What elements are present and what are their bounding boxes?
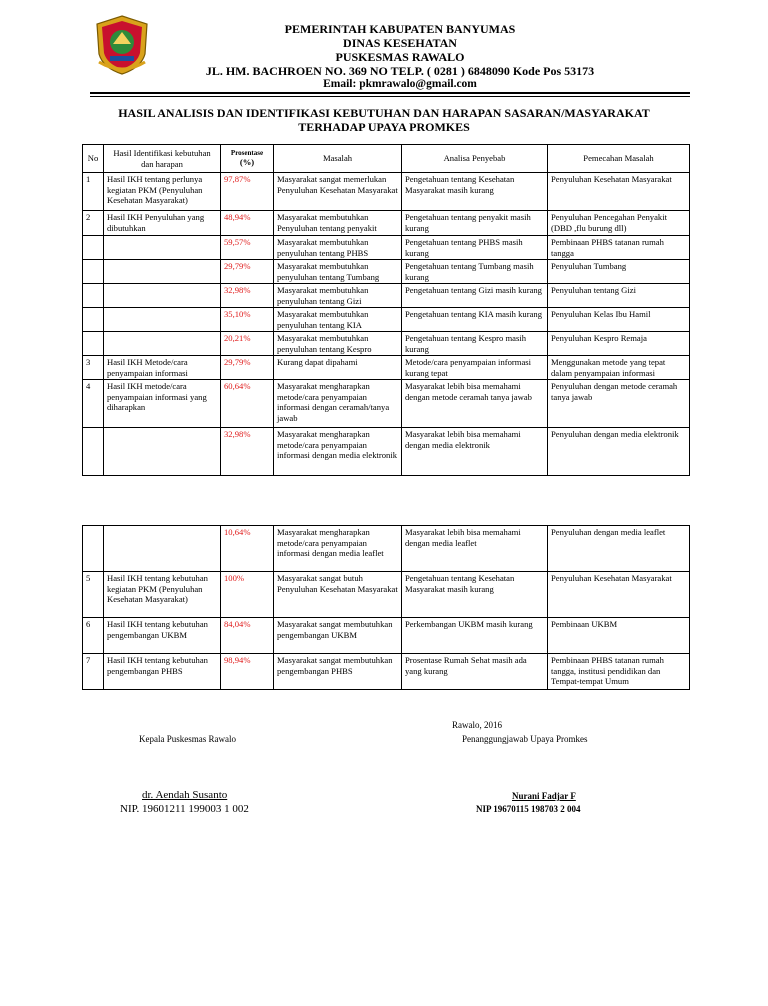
table2-body	[83, 526, 690, 690]
cell-pct: 32,98%	[221, 284, 274, 308]
cell-no	[83, 526, 104, 572]
column-header-masalah: Masalah	[274, 145, 402, 173]
header-email: Email: pkmrawalo@gmail.com	[323, 78, 477, 90]
cell-pemecahan: Penyuluhan tentang Gizi	[548, 284, 690, 308]
cell-masalah: Kurang dapat dipahami	[274, 356, 402, 380]
cell-pct: 20,21%	[221, 332, 274, 356]
cell-hasil	[104, 332, 221, 356]
cell-no	[83, 284, 104, 308]
cell-pemecahan: Pembinaan PHBS tatanan rumah tangga, institusi pendidikan dan Tempat-tempat Umum	[548, 654, 690, 690]
document-title-line2: TERHADAP UPAYA PROMKES	[298, 120, 470, 134]
column-header-pemecahan: Pemecahan Masalah	[548, 145, 690, 173]
cell-analisa: Masyarakat lebih bisa memahami dengan media elektronik	[402, 428, 548, 476]
cell-pemecahan: Penyuluhan dengan media elektronik	[548, 428, 690, 476]
header-puskesmas: PUSKESMAS RAWALO	[335, 50, 465, 64]
cell-hasil: Hasil IKH Metode/cara penyampaian informasi	[104, 356, 221, 380]
table-row	[83, 428, 690, 476]
cell-pemecahan: Penyuluhan Kelas Ibu Hamil	[548, 308, 690, 332]
signature-place-date: Rawalo, 2016	[452, 720, 502, 730]
right-signatory-role: Penanggungjawab Upaya Promkes	[462, 734, 588, 744]
header-address: JL. HM. BACHROEN NO. 369 NO TELP. ( 0281 ) 6848090 Kode Pos 53173	[205, 64, 595, 78]
cell-analisa: Masyarakat lebih bisa memahami dengan media leaflet	[402, 526, 548, 572]
cell-masalah: Masyarakat mengharapkan metode/cara penyampaian informasi dengan media elektronik	[274, 428, 402, 476]
cell-no: 1	[83, 173, 104, 211]
cell-masalah: Masyarakat sangat memerlukan Penyuluhan Kesehatan Masyarakat	[274, 173, 402, 211]
analysis-table-part2	[82, 525, 690, 690]
cell-masalah: Masyarakat membutuhkan penyuluhan tentang Tumbang	[274, 260, 402, 284]
cell-pemecahan: Penyuluhan Pencegahan Penyakit (DBD ,flu burung dll)	[548, 211, 690, 236]
cell-hasil: Hasil IKH tentang kebutuhan kegiatan PKM (Penyuluhan Kesehatan Masyarakat)	[104, 572, 221, 618]
cell-pemecahan: Menggunakan metode yang tepat dalam penyampaian informasi	[548, 356, 690, 380]
table1-body	[83, 173, 690, 476]
cell-hasil	[104, 284, 221, 308]
cell-analisa: Pengetahuan tentang Kesehatan Masyarakat masih kurang	[402, 173, 548, 211]
cell-masalah: Masyarakat sangat membutuhkan pengembangan PHBS	[274, 654, 402, 690]
cell-pct: 48,94%	[221, 211, 274, 236]
cell-masalah: Masyarakat mengharapkan metode/cara penyampaian informasi dengan media leaflet	[274, 526, 402, 572]
banyumas-emblem-logo	[93, 14, 151, 76]
cell-analisa: Pengetahuan tentang penyakit masih kurang	[402, 211, 548, 236]
cell-pemecahan: Penyuluhan Tumbang	[548, 260, 690, 284]
column-header-analisa: Analisa Penyebab	[402, 145, 548, 173]
table-row	[83, 173, 690, 211]
cell-hasil: Hasil IKH Penyuluhan yang dibutuhkan	[104, 211, 221, 236]
cell-no	[83, 308, 104, 332]
prosentase-label: Prosentase	[230, 149, 264, 158]
cell-pct: 32,98%	[221, 428, 274, 476]
cell-hasil	[104, 308, 221, 332]
cell-pct: 10,64%	[221, 526, 274, 572]
header-divider-thick	[90, 92, 690, 94]
header-government: PEMERINTAH KABUPATEN BANYUMAS	[284, 22, 516, 36]
cell-analisa: Perkembangan UKBM masih kurang	[402, 618, 548, 654]
prosentase-unit: (%)	[239, 157, 255, 168]
cell-analisa: Pengetahuan tentang Kesehatan Masyarakat masih kurang	[402, 572, 548, 618]
cell-pct: 35,10%	[221, 308, 274, 332]
cell-masalah: Masyarakat membutuhkan penyuluhan tentang PHBS	[274, 236, 402, 260]
cell-masalah: Masyarakat membutuhkan penyuluhan tentang Gizi	[274, 284, 402, 308]
table-row	[83, 260, 690, 284]
cell-masalah: Masyarakat sangat butuh Penyuluhan Kesehatan Masyarakat	[274, 572, 402, 618]
cell-no: 5	[83, 572, 104, 618]
right-signatory-name: Nurani Fadjar F	[512, 791, 576, 801]
column-header-no: No	[83, 145, 104, 173]
cell-analisa: Prosentase Rumah Sehat masih ada yang kurang	[402, 654, 548, 690]
cell-no: 3	[83, 356, 104, 380]
cell-masalah: Masyarakat membutuhkan penyuluhan tentang KIA	[274, 308, 402, 332]
cell-pct: 98,94%	[221, 654, 274, 690]
table-row	[83, 572, 690, 618]
cell-analisa: Metode/cara penyampaian informasi kurang tepat	[402, 356, 548, 380]
cell-pct: 29,79%	[221, 356, 274, 380]
cell-pemecahan: Penyuluhan Kesehatan Masyarakat	[548, 572, 690, 618]
cell-hasil: Hasil IKH metode/cara penyampaian informasi yang diharapkan	[104, 380, 221, 428]
cell-pct: 29,79%	[221, 260, 274, 284]
cell-no: 4	[83, 380, 104, 428]
table-row	[83, 332, 690, 356]
cell-analisa: Pengetahuan tentang KIA masih kurang	[402, 308, 548, 332]
cell-no	[83, 236, 104, 260]
cell-analisa: Masyarakat lebih bisa memahami dengan metode ceramah tanya jawab	[402, 380, 548, 428]
cell-hasil	[104, 236, 221, 260]
header-department: DINAS KESEHATAN	[343, 36, 457, 50]
cell-no: 7	[83, 654, 104, 690]
analysis-table-part1	[82, 144, 690, 476]
table-row	[83, 380, 690, 428]
cell-pemecahan: Pembinaan UKBM	[548, 618, 690, 654]
cell-no	[83, 332, 104, 356]
cell-pct: 59,57%	[221, 236, 274, 260]
cell-analisa: Pengetahuan tentang Tumbang masih kurang	[402, 260, 548, 284]
cell-no: 2	[83, 211, 104, 236]
cell-pemecahan: Penyuluhan dengan media leaflet	[548, 526, 690, 572]
cell-hasil	[104, 260, 221, 284]
cell-hasil: Hasil IKH tentang perlunya kegiatan PKM (Penyuluhan Kesehatan Masyarakat)	[104, 173, 221, 211]
cell-pemecahan: Penyuluhan dengan metode ceramah tanya jawab	[548, 380, 690, 428]
column-header-hasil: Hasil Identifikasi kebutuhan dan harapan	[104, 145, 221, 173]
cell-masalah: Masyarakat membutuhkan penyuluhan tentang Kespro	[274, 332, 402, 356]
cell-hasil	[104, 428, 221, 476]
table-row	[83, 236, 690, 260]
cell-pct: 84,04%	[221, 618, 274, 654]
cell-masalah: Masyarakat sangat membutuhkan pengembangan UKBM	[274, 618, 402, 654]
table-row	[83, 356, 690, 380]
cell-analisa: Pengetahuan tentang PHBS masih kurang	[402, 236, 548, 260]
cell-no	[83, 428, 104, 476]
cell-pct: 60,64%	[221, 380, 274, 428]
cell-no	[83, 260, 104, 284]
table-row	[83, 526, 690, 572]
cell-pemecahan: Penyuluhan Kesehatan Masyarakat	[548, 173, 690, 211]
left-signatory-role: Kepala Puskesmas Rawalo	[139, 734, 236, 744]
cell-hasil: Hasil IKH tentang kebutuhan pengembangan PHBS	[104, 654, 221, 690]
cell-pct: 100%	[221, 572, 274, 618]
header-divider-thin	[90, 96, 690, 97]
table-row	[83, 618, 690, 654]
cell-pct: 97,87%	[221, 173, 274, 211]
cell-no: 6	[83, 618, 104, 654]
cell-pemecahan: Pembinaan PHBS tatanan rumah tangga	[548, 236, 690, 260]
cell-analisa: Pengetahuan tentang Kespro masih kurang	[402, 332, 548, 356]
cell-hasil: Hasil IKH tentang kebutuhan pengembangan UKBM	[104, 618, 221, 654]
column-header-prosentase	[221, 145, 274, 173]
cell-masalah: Masyarakat membutuhkan Penyuluhan tentang penyakit	[274, 211, 402, 236]
table-row	[83, 654, 690, 690]
left-signatory-nip: NIP. 19601211 199003 1 002	[120, 803, 249, 815]
cell-masalah: Masyarakat mengharapkan metode/cara penyampaian informasi dengan ceramah/tanya jawab	[274, 380, 402, 428]
right-signatory-nip: NIP 19670115 198703 2 004	[476, 804, 581, 814]
cell-hasil	[104, 526, 221, 572]
table-row	[83, 308, 690, 332]
table-row	[83, 211, 690, 236]
document-title-line1: HASIL ANALISIS DAN IDENTIFIKASI KEBUTUHAN DAN HARAPAN SASARAN/MASYARAKAT	[118, 106, 650, 120]
table-row	[83, 284, 690, 308]
cell-pemecahan: Penyuluhan Kespro Remaja	[548, 332, 690, 356]
cell-analisa: Pengetahuan tentang Gizi masih kurang	[402, 284, 548, 308]
left-signatory-name: dr. Aendah Susanto	[142, 789, 228, 801]
